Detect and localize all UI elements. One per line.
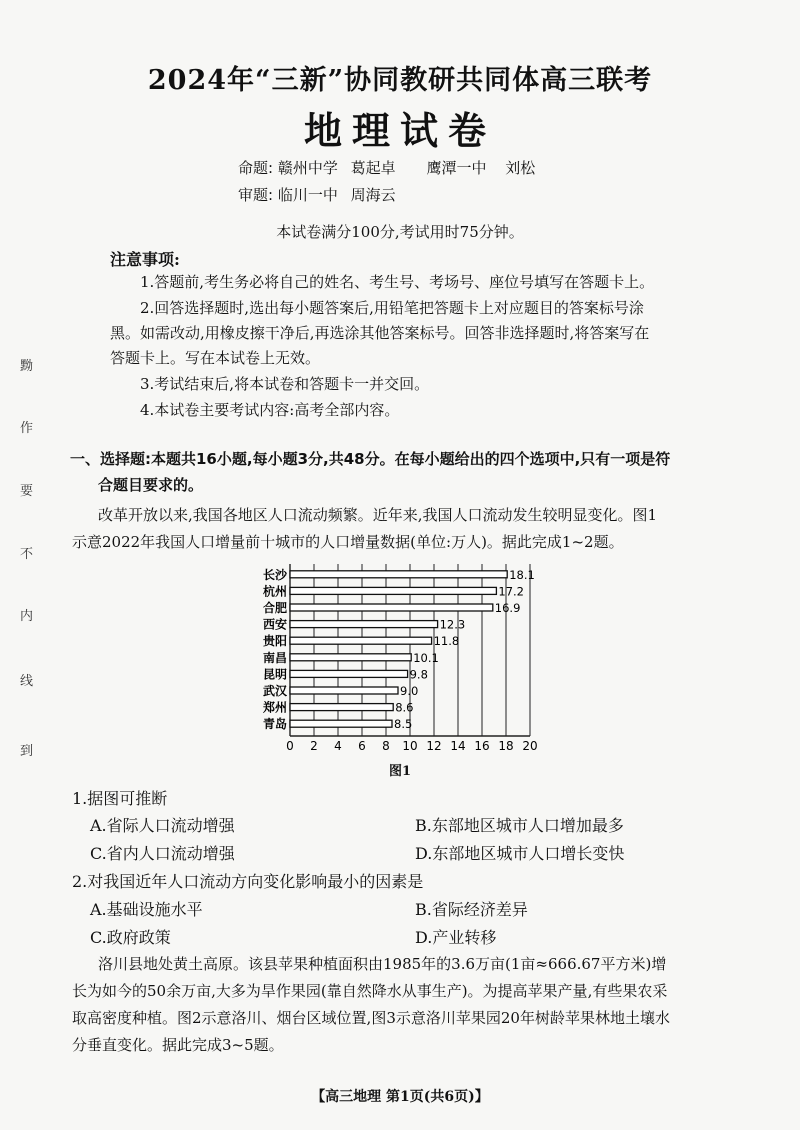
chart-tick-label: 16 (474, 739, 490, 753)
chart-value-label: 16.9 (494, 601, 521, 615)
chart-category-label: 杭州 (262, 584, 287, 599)
notes-heading: 注意事项: (110, 250, 180, 269)
setter2-name: 刘松 (505, 159, 536, 177)
chart-tick-label: 10 (402, 739, 418, 753)
q2-option-c: C.政府政策 (90, 928, 171, 947)
chart-bar (290, 571, 507, 578)
chart-bar (290, 587, 496, 594)
chart-tick-label: 14 (450, 739, 466, 753)
q1-option-d: D.东部地区城市人口增长变快 (415, 844, 625, 863)
binding-char: 作 (20, 421, 34, 436)
chart-bar (290, 687, 398, 694)
chart-category-label: 贵阳 (262, 634, 287, 649)
note-item-1: 1.答题前,考生务必将自己的姓名、考生号、考场号、座位号填写在答题卡上。 (140, 273, 655, 291)
passage2-cont1: 长为如今的50余万亩,大多为旱作果园(靠自然降水从事生产)。为提高苹果产量,有些果农采 (72, 982, 668, 1000)
chart-value-label: 10.1 (413, 650, 439, 665)
q1-option-a: A.省际人口流动增强 (90, 816, 235, 835)
chart-tick-label: 12 (426, 739, 442, 753)
exam-info: 本试卷满分100分,考试用时75分钟。 (276, 223, 524, 241)
binding-char: 线 (20, 674, 34, 689)
note-item-4: 4.本试卷主要考试内容:高考全部内容。 (140, 401, 400, 419)
q1-option-c: C.省内人口流动增强 (90, 844, 235, 863)
note-item-2-cont: 黑。如需改动,用橡皮擦干净后,再选涂其他答案标号。回答非选择题时,将答案写在 (110, 324, 650, 342)
reviewer-line (238, 184, 396, 205)
exam-title: 2024年“三新”协同教研共同体高三联考 (147, 65, 653, 96)
intro-paragraph: 改革开放以来,我国各地区人口流动频繁。近年来,我国人口流动发生较明显变化。图1 (98, 506, 658, 524)
chart-category-label: 青岛 (262, 717, 287, 732)
bar-chart (240, 560, 550, 760)
setters-label: 命题: (238, 159, 274, 177)
q2-option-d: D.产业转移 (415, 928, 497, 947)
reviewer-label: 审题: (238, 186, 274, 204)
binding-char: 黝 (20, 359, 34, 374)
setters-line (238, 157, 535, 178)
chart-category-labels (262, 567, 288, 731)
subject-title: 地理试卷 (303, 108, 496, 153)
chart-category-label: 武汉 (262, 684, 287, 698)
chart-bar (290, 637, 432, 644)
note-item-3: 3.考试结束后,将本试卷和答题卡一并交回。 (140, 375, 430, 393)
chart-value-label: 17.2 (498, 584, 525, 599)
chart-value-label: 9.8 (409, 667, 428, 682)
q2-stem: 2.对我国近年人口流动方向变化影响最小的因素是 (72, 872, 424, 891)
chart-value-label: 8.6 (395, 700, 414, 715)
intro-paragraph-cont: 示意2022年我国人口增量前十城市的人口增量数据(单位:万人)。据此完成1~2题。 (72, 533, 624, 551)
section-heading-cont: 合题目要求的。 (98, 476, 204, 494)
chart-category-label: 长沙 (262, 567, 287, 582)
chart-tick-label: 8 (382, 739, 390, 753)
chart-caption: 图1 (388, 764, 412, 779)
chart-bar (290, 621, 438, 628)
reviewer-school: 临川一中 (277, 186, 338, 204)
chart-value-label: 8.5 (394, 717, 413, 732)
chart-category-label: 昆明 (262, 667, 287, 682)
setter1-name: 葛起卓 (350, 159, 396, 177)
page-footer: 【高三地理 第1页(共6页)】 (311, 1089, 489, 1105)
chart-category-label: 合肥 (262, 601, 287, 615)
chart-value-label: 18.1 (509, 567, 535, 582)
q1-stem: 1.据图可推断 (72, 789, 168, 808)
chart-bar (290, 604, 493, 611)
q2-option-a: A.基础设施水平 (90, 900, 203, 919)
chart-tick-label: 20 (522, 739, 538, 753)
chart-tick-label: 18 (498, 739, 514, 753)
chart-bar (290, 704, 393, 711)
chart-tick-label: 2 (310, 739, 318, 753)
chart-value-label: 9.0 (400, 684, 419, 698)
chart-bar (290, 654, 411, 661)
chart-tick-label: 4 (334, 739, 342, 753)
note-item-2: 2.回答选择题时,选出每小题答案后,用铅笔把答题卡上对应题目的答案标号涂 (140, 299, 644, 317)
setter1-school: 赣州中学 (277, 159, 338, 177)
q1-option-b: B.东部地区城市人口增加最多 (415, 816, 624, 835)
passage2-cont3: 分垂直变化。据此完成3~5题。 (72, 1036, 284, 1054)
passage2-cont2: 取高密度种植。图2示意洛川、烟台区域位置,图3示意洛川苹果园20年树龄苹果林地土壤水 (72, 1009, 670, 1027)
setter2-school: 鹰潭一中 (426, 159, 487, 177)
chart-bar (290, 670, 408, 677)
passage2: 洛川县地处黄土高原。该县苹果种植面积由1985年的3.6万亩(1亩≈666.67平方米)增 (98, 955, 667, 973)
note-item-2-cont2: 答题卡上。写在本试卷上无效。 (110, 349, 321, 367)
chart-tick-label: 6 (358, 739, 366, 753)
chart-category-label: 郑州 (262, 700, 287, 715)
chart-value-label: 12.3 (439, 617, 466, 632)
chart-value-label: 11.8 (433, 634, 460, 649)
binding-char: 内 (20, 609, 34, 624)
binding-char: 到 (20, 744, 34, 759)
chart-tick-label: 0 (286, 739, 294, 753)
chart-bar (290, 720, 392, 727)
binding-char: 不 (20, 547, 34, 562)
reviewer-name: 周海云 (350, 186, 396, 204)
chart-tick-labels (286, 739, 537, 753)
q2-option-b: B.省际经济差异 (415, 900, 528, 919)
binding-char: 要 (20, 484, 34, 499)
section-heading: 一、选择题:本题共16小题,每小题3分,共48分。在每小题给出的四个选项中,只有一项是符 (70, 450, 671, 468)
chart-category-label: 西安 (262, 617, 287, 632)
chart-category-label: 南昌 (262, 650, 287, 665)
